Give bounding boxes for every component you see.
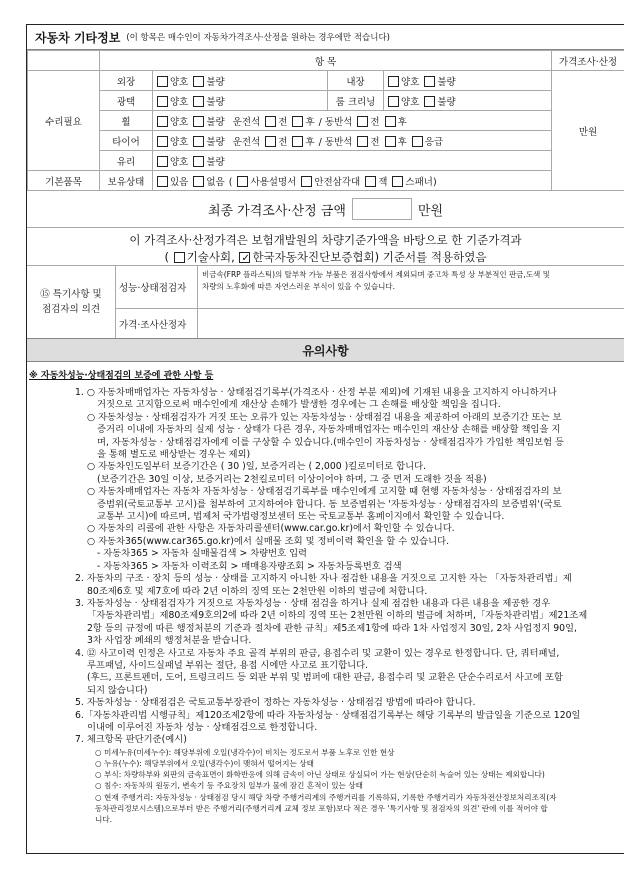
document-page [26, 24, 624, 854]
criteria-item: 니다. [95, 815, 113, 824]
notice-line: 교통부 고시)에 따르며, 법제처 국가법령정보센터 또는 국토교통부 홈페이지에서 확인할 수 있습니다. [97, 511, 505, 523]
checkbox-glass-good[interactable] [157, 156, 168, 167]
notice-line: 며, 자동차성능 · 상태점검자에게 이를 구상할 수 있습니다.(매수인이 자동차성능 · 상태점검자가 가입한 책임보험 등 [97, 436, 564, 448]
checkbox-manual[interactable] [237, 176, 248, 187]
row-label-exterior: 외장 [100, 71, 153, 91]
checkbox-gloss-good[interactable] [157, 96, 168, 107]
checkbox-wheel-pass-rear[interactable] [385, 116, 396, 127]
checkbox-tire-bad[interactable] [193, 136, 204, 147]
col-header-price: 가격조사·산정 [552, 51, 624, 71]
row-label-room-clean: 룸 크리닝 [328, 91, 384, 111]
notice-line: (보증기간은 30일 이상, 보증거리는 2천킬로미터 이상이어야 하며, 그 중 먼저 도래한 것을 적용) [97, 473, 487, 485]
notice-line: ○ 자동차의 리콜에 관한 사항은 자동차리콜센터(www.car.go.kr)에서 확인할 수 있습니다. [87, 523, 455, 535]
notice-line: - 자동차365 > 자동차 실매물검색 > 차량번호 입력 [97, 548, 308, 560]
checkbox-room-bad[interactable] [424, 96, 435, 107]
criteria-item: ○ 현재 주행거리: 자동차성능 · 상태점검 당시 해당 차량 주행거리계의 주행거리를 기록하되, 기록한 주행거리가 자동차전산정보처리조직(자 [95, 792, 557, 802]
notice-line: 증범위(국토교통부 고시)를 첨부하여 고지하여야 합니다. 동 보증범위는 '자동차성능 · 상태점검자의 보증범위'(국토 [97, 498, 562, 510]
notice-line: 4. ⑫ 사고이력 인정은 사고로 자동차 주요 골격 부위의 판금, 용접수리 및 교환이 있는 경우로 한정합니다. 단, 쿼터패널, [75, 647, 560, 659]
notice-line: 1. ○ 자동차매매업자는 자동차성능 · 상태점검기록부(가격조사 · 산정 부분 제외)에 기재된 내용을 고지하지 아니하거나 [75, 387, 557, 398]
checkbox-wheel-pass-front[interactable] [357, 116, 368, 127]
notice-line: 5. 자동차성능 · 상태점검은 국토교통부장관이 정하는 자동차성능 · 상태점검 방법에 따라야 합니다. [75, 697, 476, 709]
notice-line: 을 통해 별도로 배상받는 경우는 제외) [97, 449, 251, 461]
basic-label: 기본품목 [28, 171, 100, 191]
basis-statement: 이 가격조사·산정가격은 보험개발원의 차량기준가액을 바탕으로 한 기준가격과 ( 기술사회, ✓ 한국자동차진단보증협회) 기준서를 적용하였음 [27, 228, 624, 266]
checkbox-spanner[interactable] [392, 176, 403, 187]
checkbox-tire-driver-front[interactable] [265, 136, 276, 147]
notice-line: ○ 자동차인도일부터 보증기간은 ( 30 )일, 보증거리는 ( 2,000 )킬로미터로 합니다. [87, 461, 427, 473]
section-note: (이 항목은 매수인이 자동차가격조사·산정을 원하는 경우에만 적습니다) [126, 33, 390, 43]
notice-line: ○ 자동차매매업자는 자동차 자동차성능 · 상태점검기록부를 매수인에게 고지할 때 현행 자동차성능 · 상태점검자의 보 [87, 486, 562, 498]
notice-body [27, 387, 624, 747]
checkbox-exterior-good[interactable] [157, 76, 168, 87]
checkbox-glass-bad[interactable] [193, 156, 204, 167]
notice-line: 6.「자동차관리법 시행규칙」제120조제2항에 따라 자동차성능 · 상태점검기록부는 해당 기록부의 발급일을 기준으로 120일 [75, 709, 581, 721]
price-inspector-opinion [198, 309, 624, 338]
checkbox-exterior-bad[interactable] [193, 76, 204, 87]
criteria-item: ○ 침수: 자동차의 원동기, 변속기 등 주요장치 일부가 물에 잠긴 흔적이 있는 상태 [95, 781, 363, 791]
notice-line: 증거리 이내에 자동차의 실제 성능 · 상태가 다른 경우, 자동차매매업자는 매수인의 재산상 손해를 배상할 책임을 지 [97, 424, 561, 436]
price-unit: 만원 [552, 71, 624, 191]
notice-subtitle: ※ 자동차성능·상태점검의 보증에 관한 사항 등 [29, 371, 214, 381]
checkbox-wheel-bad[interactable] [193, 116, 204, 127]
basis-opt1: 기술사회, [186, 250, 235, 264]
criteria-item: ○ 미세누유(미세누수): 해당부위에 오일(냉각수)이 비치는 정도로서 부품 노후로 인한 현상 [95, 747, 395, 757]
final-price-input[interactable] [352, 198, 412, 220]
checkbox-tire-emergency[interactable] [412, 136, 423, 147]
notice-line: 「자동차관리법」제80조제9호의2에 따라 2년 이하의 징역 또는 2천만원 이하의 벌금에 처하며,「자동차관리법」제21조제 [87, 610, 588, 622]
row-label-interior: 내장 [328, 71, 384, 91]
notice-line: 되지 않습니다) [87, 684, 148, 696]
notice-line: 2항 등의 규정에 따른 행정처분의 기준과 절차에 관한 규칙」제5조제1항에 따라 1차 사업정지 30일, 2차 사업정지 90일, [87, 622, 577, 634]
final-price-label: 최종 가격조사·산정 금액 [207, 203, 346, 219]
perf-inspector-opinion: 비금속(FRP 플라스틱)의 탈부착 가능 부품은 점검사항에서 제외되며 중고차 특성 상 부분적인 판금,도색 및 차량의 노후화에 따른 자연스러운 부식이 있을 수 있습니다. [202, 270, 550, 291]
checkbox-interior-good[interactable] [388, 76, 399, 87]
special-notes-label: ⑮ 특기사항 및 점검자의 의견 [27, 266, 116, 338]
section-header [27, 25, 624, 50]
checkbox-tire-pass-rear[interactable] [385, 136, 396, 147]
row-label-wheel: 휠 [100, 111, 153, 131]
checkbox-tire-driver-rear[interactable] [292, 136, 303, 147]
notice-line: 3차 사업장 폐쇄의 행정처분을 받습니다. [87, 635, 252, 647]
notice-line: 7. 체크항목 판단기준(예시) [75, 734, 187, 746]
notice-line: 거짓으로 고지함으로써 매수인에게 재산상 손해가 발생한 경우에는 그 손해를 배상할 책임을 집니다. [97, 399, 501, 411]
basis-line1: 이 가격조사·산정가격은 보험개발원의 차량기준가액을 바탕으로 한 기준가격과 [129, 233, 522, 247]
checkbox-tech-society[interactable] [174, 252, 185, 263]
criteria-list [27, 747, 624, 825]
criteria-item: 동차관리정보시스템)으로부터 받은 주행거리(주행거리계 교체 정보 포함)보다 적은 경우 '특기사항 및 점검자의 의견' 란에 이를 적어야 합 [95, 803, 548, 813]
row-label-tire: 타이어 [100, 131, 153, 151]
checkbox-possession-no[interactable] [193, 176, 204, 187]
checkbox-triangle[interactable] [301, 176, 312, 187]
checkbox-interior-bad[interactable] [424, 76, 435, 87]
checkbox-wheel-driver-rear[interactable] [292, 116, 303, 127]
row-label-gloss: 광택 [100, 91, 153, 111]
checkbox-room-good[interactable] [388, 96, 399, 107]
section-title: 자동차 기타정보 [35, 30, 121, 45]
checkbox-jack[interactable] [365, 176, 376, 187]
checkbox-gloss-bad[interactable] [193, 96, 204, 107]
checkbox-kadia[interactable] [239, 252, 250, 263]
criteria-item: ○ 부식: 차량하부와 외판의 금속표면이 화학반응에 의해 금속이 아닌 상태로 상실되어 가는 현상(단순히 녹슬어 있는 상태는 제외합니다) [95, 770, 545, 780]
notice-line: 이내에 이루어진 자동차 성능 · 상태점검으로 한정합니다. [87, 721, 318, 733]
checkbox-tire-pass-front[interactable] [357, 136, 368, 147]
checkbox-possession-yes[interactable] [157, 176, 168, 187]
final-price-row [27, 191, 624, 228]
criteria-item: ○ 누유(누수): 해당부위에서 오일(냉각수)이 맺혀서 떨어지는 상태 [95, 758, 314, 768]
notice-line: - 자동차365 > 자동차 이력조회 > 매매용자량조회 > 자동차등록번호 검색 [97, 560, 402, 572]
perf-inspector-label: 성능·상태점검자 [116, 266, 198, 308]
notice-line: 3. 자동차성능 · 상태점검자가 거짓으로 자동차성능 · 상태 점검을 하거나 실제 점검한 내용과 다른 내용을 제공한 경우 [75, 597, 551, 609]
price-inspector-label: 가격·조사산정자 [116, 309, 198, 338]
notice-title: 유의사항 [27, 339, 624, 362]
notice-line: ○ 자동차365(www.car365.go.kr)에서 실매물 조회 및 정비이력 확인을 할 수 있습니다. [87, 535, 450, 547]
notice-line: ○ 자동차성능 · 상태점검자가 거짓 또는 오류가 있는 자동차성능 · 상태점검 내용을 제공하여 아래의 보증기간 또는 보 [87, 411, 562, 423]
col-header-item: 항 목 [100, 51, 552, 71]
special-notes [27, 266, 624, 339]
info-table: 항 목 가격조사·산정 수리필요 외장 양호 불량 내장 양호 불량 만원 광택 양호 불량 룸 크리닝 양호 불량 휠 양호 불량 운전석 전 후 / 동반석 전 후 타이어 양호 불량 운전석 전 후 / 동반석 전 후 응급 유리 양호 불량 기본품목 보유상태 있음 없음 ( 사용설명서 안전삼각대 잭 스패너) [27, 50, 624, 191]
final-price-unit: 만원 [417, 203, 444, 219]
repair-label: 수리필요 [28, 71, 100, 171]
notice-line: (후드, 프론트펜더, 도어, 트렁크리드 등 외판 부위 및 범퍼에 대한 판금, 용접수리 및 교환은 단순수리로서 사고에 포함 [87, 672, 563, 684]
basis-opt2: 한국자동차진단보증협회) 기준서를 적용하였음 [252, 250, 487, 264]
checkbox-wheel-driver-front[interactable] [265, 116, 276, 127]
notice-line: 루프패널, 사이드실패널 부위는 절단, 용접 시에만 사고로 표기합니다. [87, 659, 369, 671]
notice-line: 80조제6호 및 제7호에 따라 2년 이하의 징역 또는 2천만원 이하의 벌금에 처합니다. [87, 585, 428, 597]
checkbox-tire-good[interactable] [157, 136, 168, 147]
notice-line: 2. 자동차의 구조 · 장치 등의 성능 · 상태를 고지하지 아니한 자나 점검한 내용을 거짓으로 고지한 자는 「자동차관리법」제 [75, 573, 572, 585]
checkbox-wheel-good[interactable] [157, 116, 168, 127]
row-label-glass: 유리 [100, 151, 153, 171]
row-label-possession: 보유상태 [100, 171, 153, 191]
